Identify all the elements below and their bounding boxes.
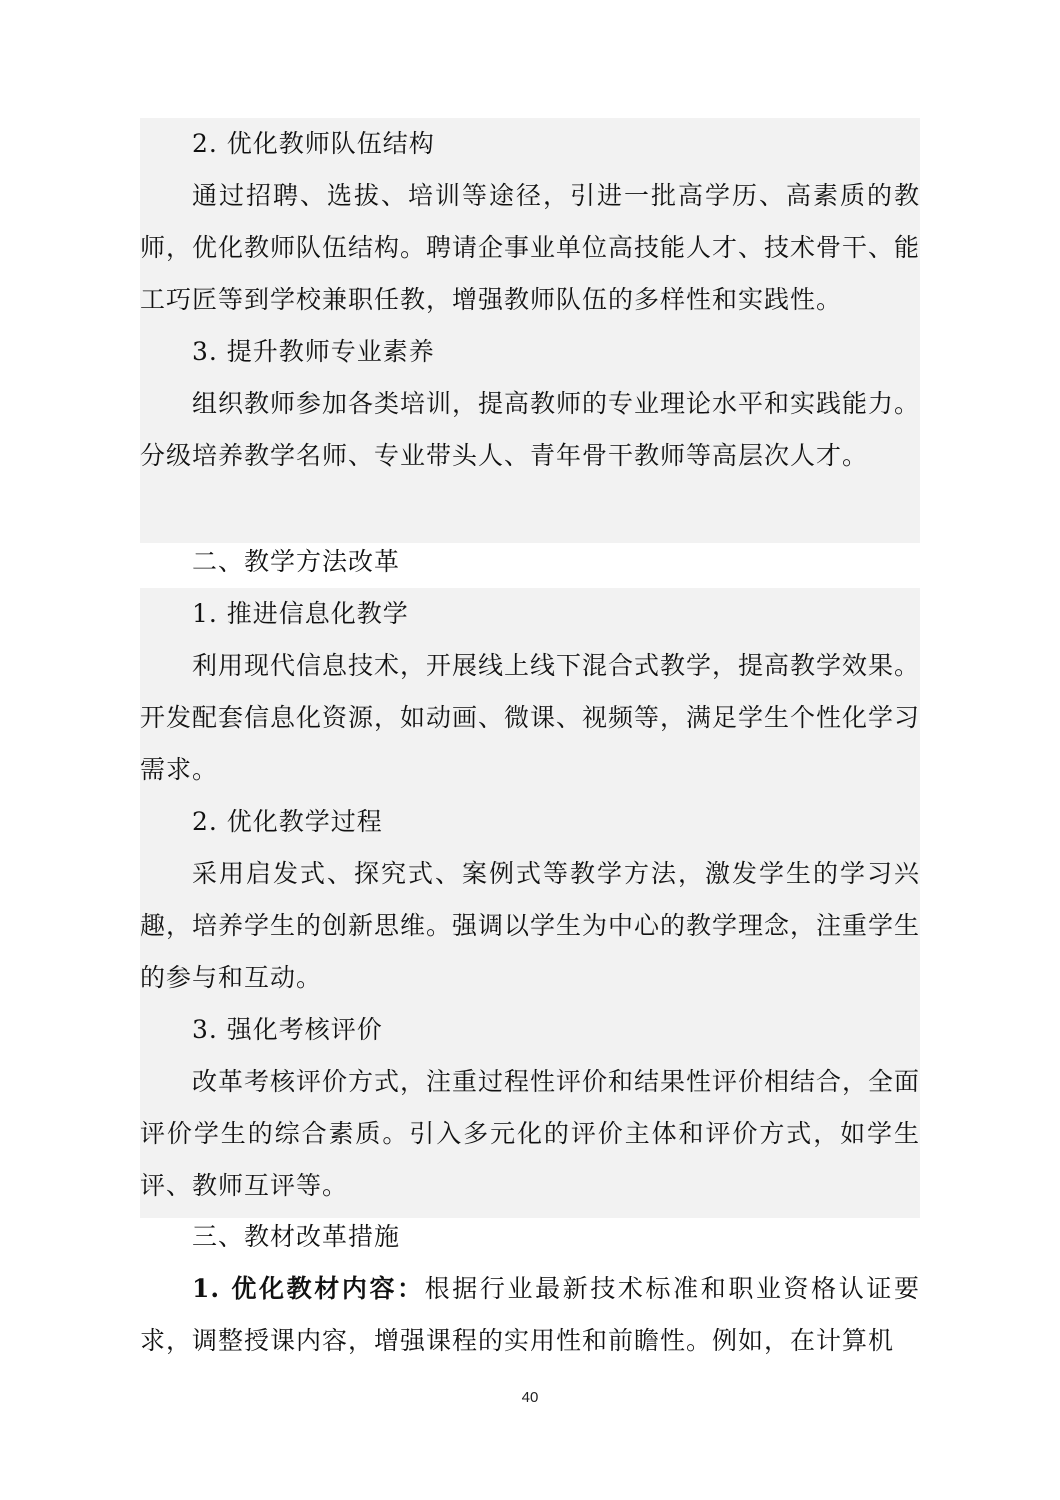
section-title-textbook-reform: 三、教材改革措施: [192, 1222, 401, 1251]
section-title-block-b: [140, 536, 920, 588]
paragraph-assessment: 改革考核评价方式，注重过程性评价和结果性评价相结合，全面评价学生的综合素质。引入多元化的评价主体和评价方式，如学生评、教师互评等。: [140, 1067, 921, 1200]
heading-improve-teacher-quality: 3. 提升教师专业素养: [192, 337, 435, 366]
paragraph-optimize-teacher-structure: 通过招聘、选拔、培训等途径，引进一批高学历、高素质的教师，优化教师队伍结构。聘请企事业单位高技能人才、技术骨干、能工巧匠等到学校兼职任教，增强教师队伍的多样性和实践性。: [140, 181, 921, 314]
section-textbook-reform: [140, 1211, 920, 1371]
paragraph-optimize-textbook-content: [140, 1263, 920, 1367]
paragraph-improve-teacher-quality: 组织教师参加各类培训，提高教师的专业理论水平和实践能力。分级培养教学名师、专业带头人、青年骨干教师等高层次人才。: [140, 389, 921, 470]
heading-informatization: 1. 推进信息化教学: [192, 599, 409, 628]
heading-assessment: 3. 强化考核评价: [192, 1015, 383, 1044]
paragraph-teaching-process: 采用启发式、探究式、案例式等教学方法，激发学生的学习兴趣，培养学生的创新思维。强调以学生为中心的教学理念，注重学生的参与和互动。: [140, 859, 921, 992]
page-number: 40: [521, 1389, 539, 1406]
section-teacher-team: [140, 118, 920, 543]
heading-teaching-process: 2. 优化教学过程: [192, 807, 383, 836]
paragraph-informatization: 利用现代信息技术，开展线上线下混合式教学，提高教学效果。开发配套信息化资源，如动画、微课、视频等，满足学生个性化学习需求。: [140, 651, 921, 784]
section-teaching-methods: [140, 588, 920, 1218]
section-title-teaching-methods: 二、教学方法改革: [192, 547, 401, 576]
lead-optimize-textbook-content: 1. 优化教材内容：: [192, 1274, 425, 1303]
heading-optimize-teacher-structure: 2. 优化教师队伍结构: [192, 129, 435, 158]
text-optimize-textbook-content: 根据行业最新技术标准和职业资格认证要求，调整授课内容，增强课程的实用性和前瞻性。例如，在计算机: [140, 1274, 920, 1355]
